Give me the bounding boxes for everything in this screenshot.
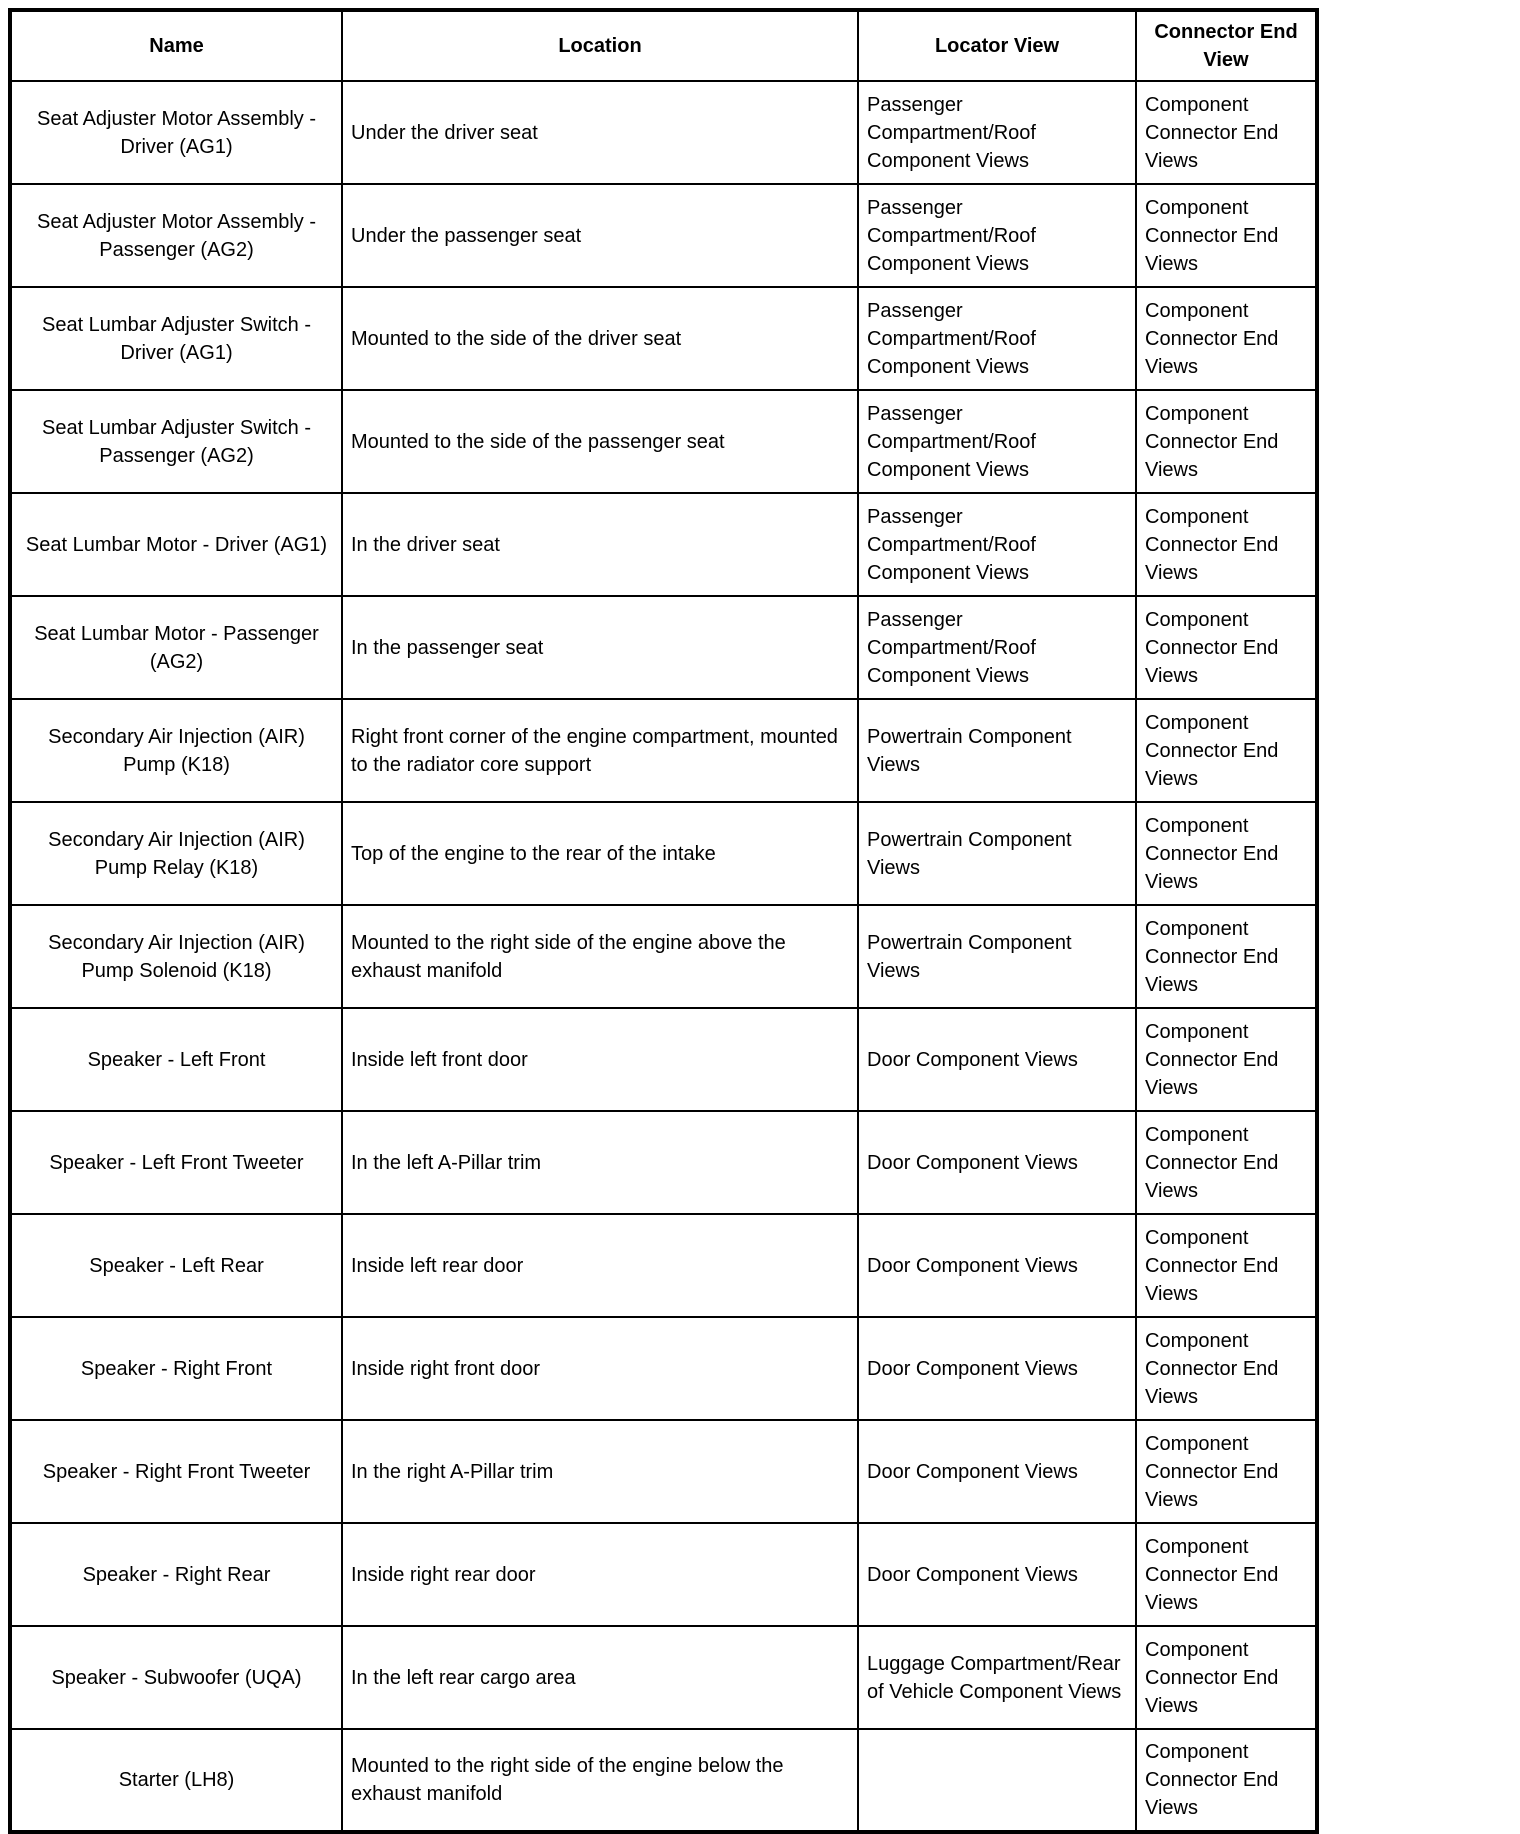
cell-locator-view: Door Component Views — [858, 1111, 1136, 1214]
table-row — [10, 1420, 1317, 1523]
cell-connector-end-view: Component Connector End Views — [1136, 1729, 1317, 1832]
table-row — [10, 493, 1317, 596]
cell-location: Mounted to the side of the passenger seat — [342, 390, 858, 493]
column-header-location: Location — [342, 10, 858, 81]
cell-location: In the right A-Pillar trim — [342, 1420, 858, 1523]
cell-location: Inside right rear door — [342, 1523, 858, 1626]
cell-name: Secondary Air Injection (AIR) Pump Solenoid (K18) — [10, 905, 342, 1008]
cell-name: Speaker - Right Front Tweeter — [10, 1420, 342, 1523]
cell-name: Seat Adjuster Motor Assembly - Driver (AG1) — [10, 81, 342, 184]
cell-name: Speaker - Right Rear — [10, 1523, 342, 1626]
table-row — [10, 1626, 1317, 1729]
table-row — [10, 1214, 1317, 1317]
cell-locator-view: Door Component Views — [858, 1317, 1136, 1420]
cell-name: Seat Lumbar Motor - Passenger (AG2) — [10, 596, 342, 699]
cell-locator-view: Powertrain Component Views — [858, 699, 1136, 802]
cell-name: Secondary Air Injection (AIR) Pump (K18) — [10, 699, 342, 802]
cell-locator-view: Passenger Compartment/Roof Component Views — [858, 596, 1136, 699]
cell-connector-end-view: Component Connector End Views — [1136, 184, 1317, 287]
cell-location: Mounted to the right side of the engine above the exhaust manifold — [342, 905, 858, 1008]
table-row — [10, 287, 1317, 390]
column-header-name: Name — [10, 10, 342, 81]
cell-locator-view: Door Component Views — [858, 1420, 1136, 1523]
table-row — [10, 184, 1317, 287]
cell-location: In the left A-Pillar trim — [342, 1111, 858, 1214]
table-row — [10, 802, 1317, 905]
cell-connector-end-view: Component Connector End Views — [1136, 1008, 1317, 1111]
cell-locator-view: Luggage Compartment/Rear of Vehicle Component Views — [858, 1626, 1136, 1729]
cell-connector-end-view: Component Connector End Views — [1136, 596, 1317, 699]
cell-name: Speaker - Left Front Tweeter — [10, 1111, 342, 1214]
cell-location: Mounted to the right side of the engine below the exhaust manifold — [342, 1729, 858, 1832]
cell-location: Under the passenger seat — [342, 184, 858, 287]
table-row — [10, 1111, 1317, 1214]
cell-name: Speaker - Left Rear — [10, 1214, 342, 1317]
cell-locator-view: Powertrain Component Views — [858, 905, 1136, 1008]
cell-connector-end-view: Component Connector End Views — [1136, 493, 1317, 596]
cell-locator-view: Passenger Compartment/Roof Component Views — [858, 287, 1136, 390]
cell-connector-end-view: Component Connector End Views — [1136, 1420, 1317, 1523]
cell-locator-view: Door Component Views — [858, 1523, 1136, 1626]
cell-locator-view: Passenger Compartment/Roof Component Views — [858, 390, 1136, 493]
cell-location: Top of the engine to the rear of the intake — [342, 802, 858, 905]
cell-location: Inside left front door — [342, 1008, 858, 1111]
cell-connector-end-view: Component Connector End Views — [1136, 1626, 1317, 1729]
cell-connector-end-view: Component Connector End Views — [1136, 1317, 1317, 1420]
cell-connector-end-view: Component Connector End Views — [1136, 699, 1317, 802]
column-header-locator-view: Locator View — [858, 10, 1136, 81]
cell-connector-end-view: Component Connector End Views — [1136, 1523, 1317, 1626]
component-locator-table — [8, 8, 1319, 1834]
table-row — [10, 596, 1317, 699]
cell-connector-end-view: Component Connector End Views — [1136, 1214, 1317, 1317]
table-row — [10, 699, 1317, 802]
cell-connector-end-view: Component Connector End Views — [1136, 1111, 1317, 1214]
table-row — [10, 1729, 1317, 1832]
cell-connector-end-view: Component Connector End Views — [1136, 287, 1317, 390]
cell-locator-view — [858, 1729, 1136, 1832]
cell-location: Inside right front door — [342, 1317, 858, 1420]
cell-location: Under the driver seat — [342, 81, 858, 184]
table-row — [10, 390, 1317, 493]
cell-locator-view: Passenger Compartment/Roof Component Views — [858, 493, 1136, 596]
table-row — [10, 1523, 1317, 1626]
cell-name: Seat Lumbar Adjuster Switch - Driver (AG1) — [10, 287, 342, 390]
cell-name: Speaker - Left Front — [10, 1008, 342, 1111]
table-row — [10, 1317, 1317, 1420]
cell-locator-view: Door Component Views — [858, 1008, 1136, 1111]
table-row — [10, 81, 1317, 184]
cell-locator-view: Powertrain Component Views — [858, 802, 1136, 905]
cell-connector-end-view: Component Connector End Views — [1136, 81, 1317, 184]
cell-name: Speaker - Right Front — [10, 1317, 342, 1420]
table-row — [10, 905, 1317, 1008]
cell-name: Secondary Air Injection (AIR) Pump Relay (K18) — [10, 802, 342, 905]
cell-locator-view: Passenger Compartment/Roof Component Views — [858, 81, 1136, 184]
cell-name: Seat Lumbar Adjuster Switch - Passenger (AG2) — [10, 390, 342, 493]
cell-name: Speaker - Subwoofer (UQA) — [10, 1626, 342, 1729]
cell-name: Seat Adjuster Motor Assembly - Passenger (AG2) — [10, 184, 342, 287]
table-row — [10, 1008, 1317, 1111]
cell-connector-end-view: Component Connector End Views — [1136, 905, 1317, 1008]
cell-locator-view: Passenger Compartment/Roof Component Views — [858, 184, 1136, 287]
cell-location: In the left rear cargo area — [342, 1626, 858, 1729]
cell-location: In the passenger seat — [342, 596, 858, 699]
cell-locator-view: Door Component Views — [858, 1214, 1136, 1317]
header-row — [10, 10, 1317, 81]
column-header-connector-end-view: Connector End View — [1136, 10, 1317, 81]
cell-location: Inside left rear door — [342, 1214, 858, 1317]
cell-name: Starter (LH8) — [10, 1729, 342, 1832]
cell-location: Mounted to the side of the driver seat — [342, 287, 858, 390]
cell-location: In the driver seat — [342, 493, 858, 596]
table-body — [10, 81, 1317, 1832]
cell-name: Seat Lumbar Motor - Driver (AG1) — [10, 493, 342, 596]
cell-connector-end-view: Component Connector End Views — [1136, 802, 1317, 905]
cell-connector-end-view: Component Connector End Views — [1136, 390, 1317, 493]
cell-location: Right front corner of the engine compartment, mounted to the radiator core support — [342, 699, 858, 802]
